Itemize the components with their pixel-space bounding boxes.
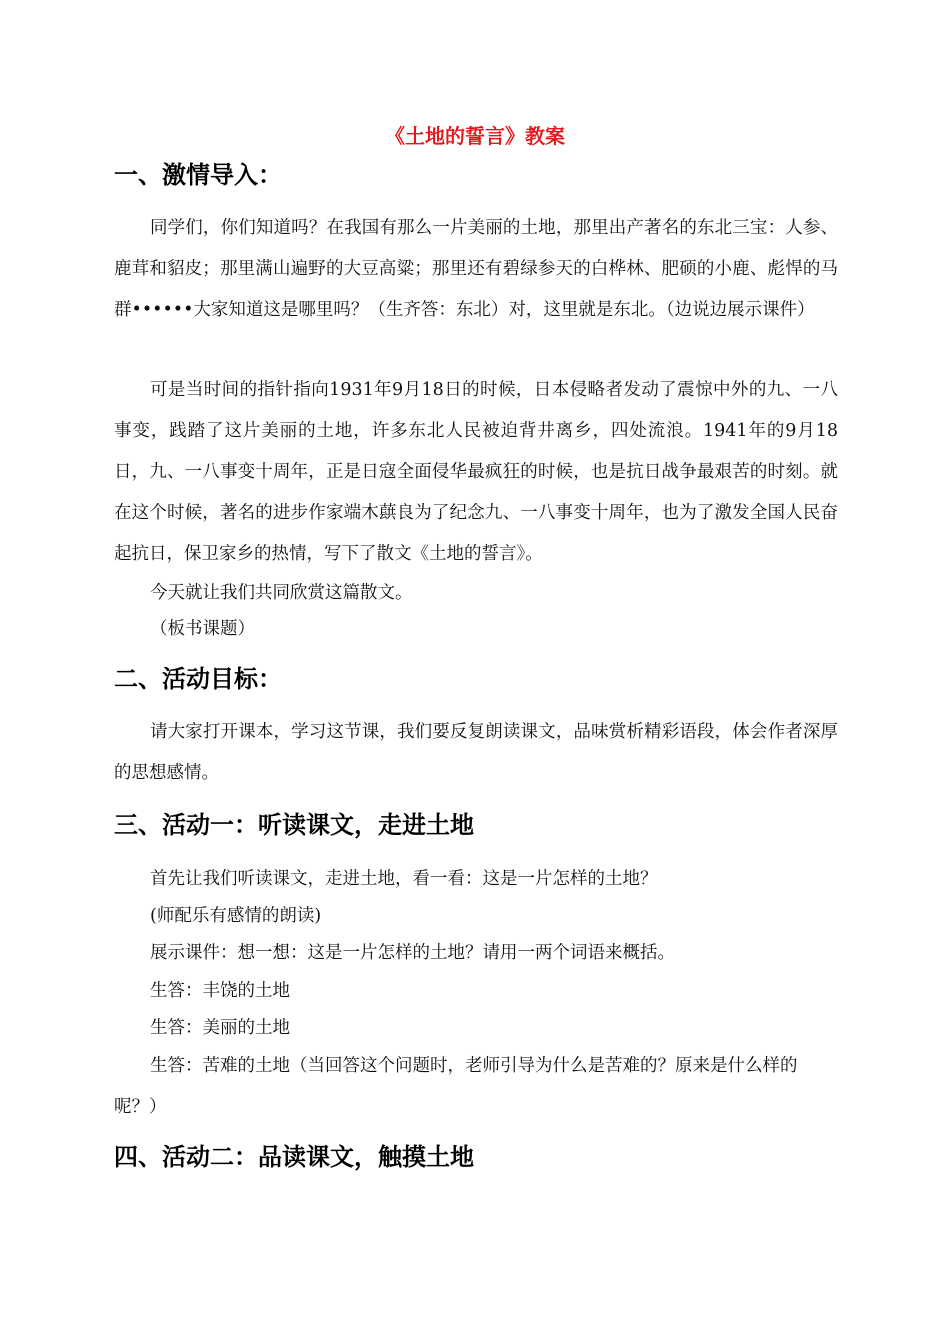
paragraph-intro-1: 同学们，你们知道吗？在我国有那么一片美丽的土地，那里出产著名的东北三宝：人参、鹿茸和貂皮；那里满山遍野的大豆高粱；那里还有碧绿参天的白桦林、肥硕的小鹿、彪悍的马群••••••大家知道这是哪里吗？（生齐答：东北）对，这里就是东北。（边说边展示课件） bbox=[114, 218, 838, 320]
activity-line-3: 展示课件：想一想：这是一片怎样的土地？请用一两个词语来概括。 bbox=[150, 943, 675, 963]
section-heading-4: 四、活动二：品读课文，触摸土地 bbox=[114, 1143, 474, 1171]
activity-line-2: (师配乐有感情的朗读) bbox=[150, 906, 322, 926]
activity-line-4: 生答：丰饶的土地 bbox=[150, 981, 290, 1001]
activity-line-5: 生答：美丽的土地 bbox=[150, 1018, 290, 1038]
paragraph-intro-2: 可是当时间的指针指向1931年9月18日的时候，日本侵略者发动了震惊中外的九、一八事变，践踏了这片美丽的土地，许多东北人民被迫背井离乡，四处流浪。1941年的9月18日，九、一八事变十周年，正是日寇全面侵华最疯狂的时候，也是抗日战争最艰苦的时刻。就在这个时候，著名的进步作家端木蕻良为了纪念九、一八事变十周年，也为了激发全国人民奋起抗日，保卫家乡的热情，写下了散文《土地的誓言》。 bbox=[114, 380, 838, 564]
paragraph-intro-3: 今天就让我们共同欣赏这篇散文。 bbox=[150, 583, 413, 603]
activity-line-1: 首先让我们听读课文，走进土地，看一看：这是一片怎样的土地？ bbox=[150, 869, 658, 889]
activity-line-6: 生答：苦难的土地（当回答这个问题时，老师引导为什么是苦难的？原来是什么样的呢？） bbox=[114, 1056, 798, 1117]
section-heading-2: 二、活动目标： bbox=[114, 665, 282, 693]
section-heading-1: 一、激情导入： bbox=[114, 161, 282, 189]
section-heading-3: 三、活动一：听读课文，走进土地 bbox=[114, 811, 474, 839]
document-title: 《土地的誓言》教案 bbox=[385, 124, 565, 148]
paragraph-intro-4: （板书课题） bbox=[150, 619, 255, 639]
paragraph-goal: 请大家打开课本，学习这节课，我们要反复朗读课文，品味赏析精彩语段，体会作者深厚的思想感情。 bbox=[114, 722, 838, 783]
